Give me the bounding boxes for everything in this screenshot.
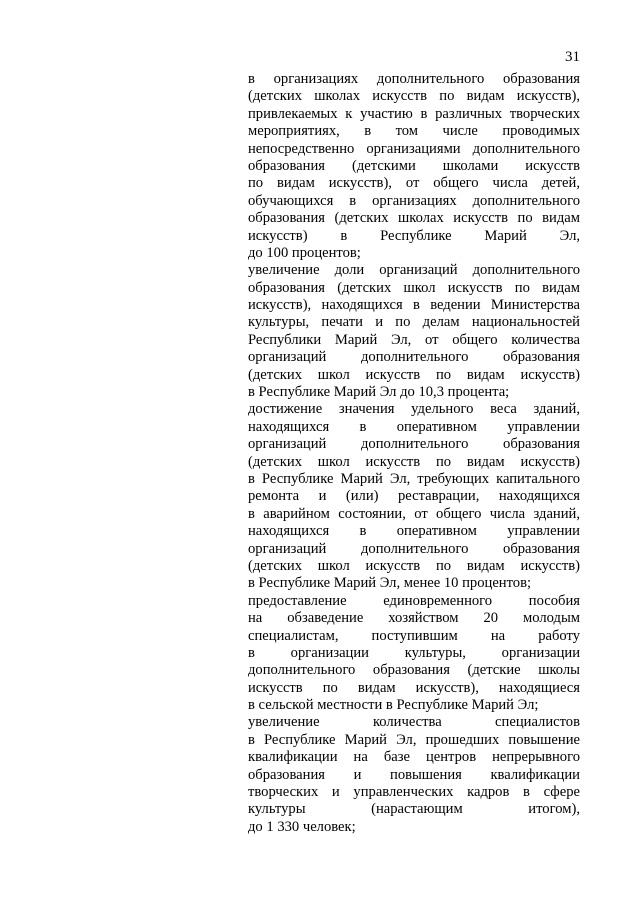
text-line: (детских школ искусств по видам искусств) — [248, 453, 580, 470]
text-line: искусств) в Республике Марий Эл, — [248, 227, 580, 244]
text-line: квалификации на базе центров непрерывного — [248, 749, 580, 766]
text-line: обучающихся в организациях дополнительного — [248, 192, 580, 209]
text-line: дополнительного образования (детские школы — [248, 662, 580, 679]
text-line: организаций дополнительного образования — [248, 540, 580, 557]
page-number: 31 — [565, 49, 580, 65]
text-line: организаций дополнительного образования — [248, 349, 580, 366]
text-line: культуры (нарастающим итогом), — [248, 801, 580, 818]
text-line: по видам искусств), от общего числа детей, — [248, 175, 580, 192]
text-line: в Республике Марий Эл до 10,3 процента; — [248, 384, 510, 401]
text-line: в организации культуры, организации — [248, 644, 580, 661]
text-line: в сельской местности в Республике Марий Эл; — [248, 697, 539, 714]
text-line: образования (детскими школами искусств — [248, 157, 580, 174]
text-line: (детских школ искусств по видам искусств) — [248, 557, 580, 574]
text-line: культуры, печати и по делам национальностей — [248, 314, 580, 331]
document-body — [248, 71, 580, 836]
text-line: до 1 330 человек; — [248, 818, 356, 835]
text-line: увеличение количества специалистов — [248, 714, 580, 731]
text-line: творческих и управленческих кадров в сфере — [248, 784, 580, 801]
text-line: (детских школ искусств по видам искусств) — [248, 366, 580, 383]
text-line: находящихся в оперативном управлении — [248, 418, 580, 435]
text-line: в аварийном состоянии, от общего числа зданий, — [248, 505, 580, 522]
text-line: мероприятиях, в том числе проводимых — [248, 123, 580, 140]
text-line: в Республике Марий Эл, менее 10 процентов; — [248, 575, 532, 592]
text-line: увеличение доли организаций дополнительного — [248, 262, 580, 279]
text-line: образования (детских школ искусств по видам — [248, 279, 580, 296]
text-line: в организациях дополнительного образования — [248, 71, 580, 87]
text-line: специалистам, поступившим на работу — [248, 627, 580, 644]
text-line: находящихся в оперативном управлении — [248, 523, 580, 540]
text-line: ремонта и (или) реставрации, находящихся — [248, 488, 580, 505]
text-line: образования (детских школах искусств по видам — [248, 210, 580, 227]
text-line: привлекаемых к участию в различных творческих — [248, 105, 580, 122]
text-line: (детских школах искусств по видам искусств), — [248, 88, 580, 105]
text-line: непосредственно организациями дополнительного — [248, 140, 580, 157]
text-line: достижение значения удельного веса зданий, — [248, 401, 580, 418]
text-line: Республики Марий Эл, от общего количества — [248, 331, 580, 348]
text-line: в Республике Марий Эл, требующих капитального — [248, 470, 580, 487]
text-line: на обзаведение хозяйством 20 молодым — [248, 610, 580, 627]
text-line: до 100 процентов; — [248, 244, 361, 261]
text-line: искусств по видам искусств), находящиеся — [248, 679, 580, 696]
text-line: образования и повышения квалификации — [248, 766, 580, 783]
text-line: искусств), находящихся в ведении Министерства — [248, 297, 580, 314]
text-line: организаций дополнительного образования — [248, 436, 580, 453]
text-line: предоставление единовременного пособия — [248, 592, 580, 609]
text-line: в Республике Марий Эл, прошедших повышение — [248, 731, 580, 748]
